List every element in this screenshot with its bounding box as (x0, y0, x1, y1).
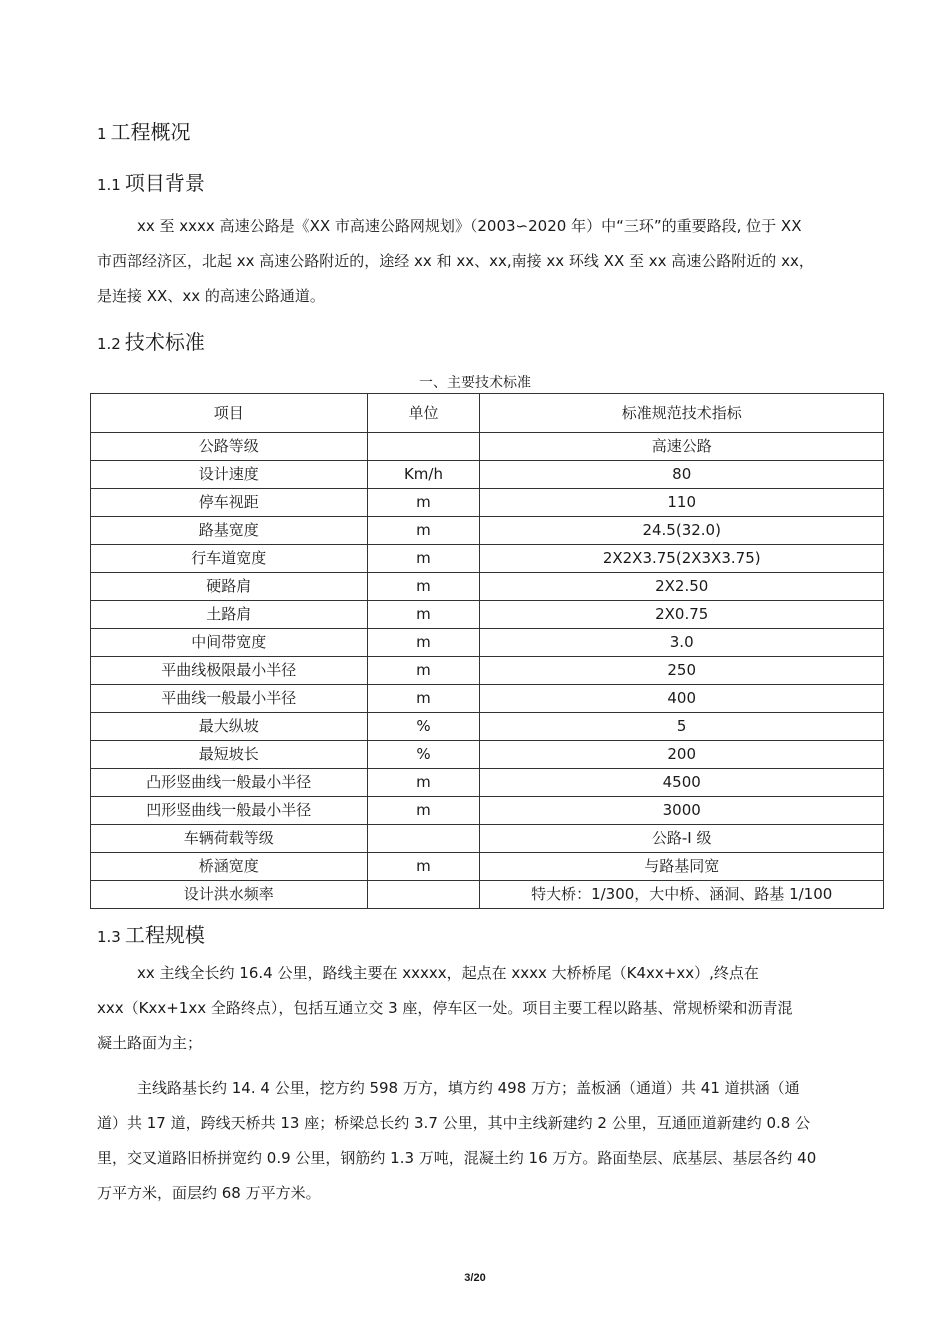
scale-paragraph-2 (97, 1071, 885, 1211)
table-cell: 设计洪水频率 (91, 881, 368, 909)
table-cell: 停车视距 (91, 489, 368, 517)
table-cell: m (367, 685, 480, 713)
table-cell: 110 (480, 489, 884, 517)
table-cell: 高速公路 (480, 433, 884, 461)
scale-paragraph-1 (97, 956, 885, 1061)
table-cell: 3000 (480, 797, 884, 825)
table-cell: 最短坡长 (91, 741, 368, 769)
table-cell: 400 (480, 685, 884, 713)
table-cell: m (367, 573, 480, 601)
table-cell: 公路-I 级 (480, 825, 884, 853)
section-heading-1-3 (97, 919, 205, 948)
table-row (91, 461, 884, 489)
paragraph-line: 道）共 17 道，跨线天桥共 13 座；桥梁总长约 3.7 公里，其中主线新建约 2 公里，互通匝道新建约 0.8 公 (97, 1114, 811, 1132)
table-row (91, 853, 884, 881)
table-cell: 中间带宽度 (91, 629, 368, 657)
page-number: 3/20 (464, 1272, 486, 1284)
table-cell: 特大桥：1/300，大中桥、涵洞、路基 1/100 (480, 881, 884, 909)
section-title: 技术标准 (124, 330, 205, 354)
table-cell: 行车道宽度 (91, 545, 368, 573)
table-cell: % (367, 741, 480, 769)
table-row (91, 573, 884, 601)
table-cell: m (367, 657, 480, 685)
table-cell: m (367, 489, 480, 517)
table-row (91, 629, 884, 657)
table-row (91, 825, 884, 853)
section-number: 1.3 (97, 928, 121, 946)
section-heading-1-1 (97, 167, 205, 196)
table-cell: m (367, 797, 480, 825)
table-cell: m (367, 769, 480, 797)
section-heading-1 (97, 116, 191, 145)
table-row (91, 489, 884, 517)
section-title: 工程规模 (124, 923, 205, 947)
table-row (91, 741, 884, 769)
table-cell: 2X2.50 (480, 573, 884, 601)
table-cell: 24.5(32.0) (480, 517, 884, 545)
paragraph-line: 主线路基长约 14. 4 公里，挖方约 598 万方，填方约 498 万方；盖板涵（通道）共 41 道拱涵（通 (137, 1079, 800, 1097)
table-row (91, 517, 884, 545)
table-cell: m (367, 853, 480, 881)
table-cell: 路基宽度 (91, 517, 368, 545)
table-cell: 平曲线极限最小半径 (91, 657, 368, 685)
table-cell: 与路基同宽 (480, 853, 884, 881)
table-cell: m (367, 629, 480, 657)
table-row (91, 881, 884, 909)
table-cell: 凹形竖曲线一般最小半径 (91, 797, 368, 825)
table-cell: 2X0.75 (480, 601, 884, 629)
header-cell: 项目 (91, 394, 368, 433)
table-cell: 设计速度 (91, 461, 368, 489)
paragraph-line: 里，交叉道路旧桥拼宽约 0.9 公里，钢筋约 1.3 万吨，混凝土约 16 万方。路面垫层、底基层、基层各约 40 (97, 1149, 817, 1167)
table-cell: 3.0 (480, 629, 884, 657)
paragraph-line: 市西部经济区，北起 xx 高速公路附近的，途经 xx 和 xx、xx,南接 xx 环线 XX 至 xx 高速公路附近的 xx， (97, 252, 814, 270)
table-row (91, 601, 884, 629)
section-heading-1-2 (97, 326, 205, 355)
table-cell: 平曲线一般最小半径 (91, 685, 368, 713)
table-cell: m (367, 545, 480, 573)
section-number: 1.1 (97, 176, 121, 194)
paragraph-line: xxx（Kxx+1xx 全路终点），包括互通立交 3 座，停车区一处。项目主要工程以路基、常规桥梁和沥青混 (97, 999, 793, 1017)
table-cell (367, 881, 480, 909)
table-row (91, 657, 884, 685)
paragraph-line: xx 至 xxxx 高速公路是《XX 市高速公路网规划》（2003∽2020 年）中“三环”的重要路段, 位于 XX (137, 217, 802, 235)
technical-standards-table (90, 393, 884, 909)
table-header-row (91, 394, 884, 433)
table-cell: 最大纵坡 (91, 713, 368, 741)
table-cell: 公路等级 (91, 433, 368, 461)
table-cell: 凸形竖曲线一般最小半径 (91, 769, 368, 797)
paragraph-line: 是连接 XX、xx 的高速公路通道。 (97, 287, 325, 305)
table-cell: 车辆荷载等级 (91, 825, 368, 853)
table-cell (367, 433, 480, 461)
table-cell: % (367, 713, 480, 741)
table-cell: 200 (480, 741, 884, 769)
table-cell: m (367, 601, 480, 629)
section-number: 1.2 (97, 335, 121, 353)
table-cell: Km/h (367, 461, 480, 489)
header-cell: 单位 (367, 394, 480, 433)
table-cell: 硬路肩 (91, 573, 368, 601)
section-title: 工程概况 (110, 120, 191, 144)
table-row (91, 769, 884, 797)
table-cell (367, 825, 480, 853)
table-row (91, 545, 884, 573)
table-cell: 土路肩 (91, 601, 368, 629)
section-title: 项目背景 (124, 171, 205, 195)
background-paragraph (97, 209, 885, 314)
table-row (91, 797, 884, 825)
table-row (91, 433, 884, 461)
table-cell: 桥涵宽度 (91, 853, 368, 881)
table-row (91, 713, 884, 741)
table-cell: 4500 (480, 769, 884, 797)
paragraph-line: 万平方米，面层约 68 万平方米。 (97, 1184, 321, 1202)
table-cell: 80 (480, 461, 884, 489)
section-number: 1 (97, 125, 107, 143)
header-cell: 标准规范技术指标 (480, 394, 884, 433)
paragraph-line: xx 主线全长约 16.4 公里，路线主要在 xxxxx，起点在 xxxx 大桥桥尾（K4xx+xx）,终点在 (137, 964, 759, 982)
table-cell: 250 (480, 657, 884, 685)
table-cell: 2X2X3.75(2X3X3.75) (480, 545, 884, 573)
table-caption: 一、主要技术标准 (419, 375, 531, 391)
table-cell: 5 (480, 713, 884, 741)
table-row (91, 685, 884, 713)
paragraph-line: 凝土路面为主； (97, 1034, 203, 1052)
table-cell: m (367, 517, 480, 545)
